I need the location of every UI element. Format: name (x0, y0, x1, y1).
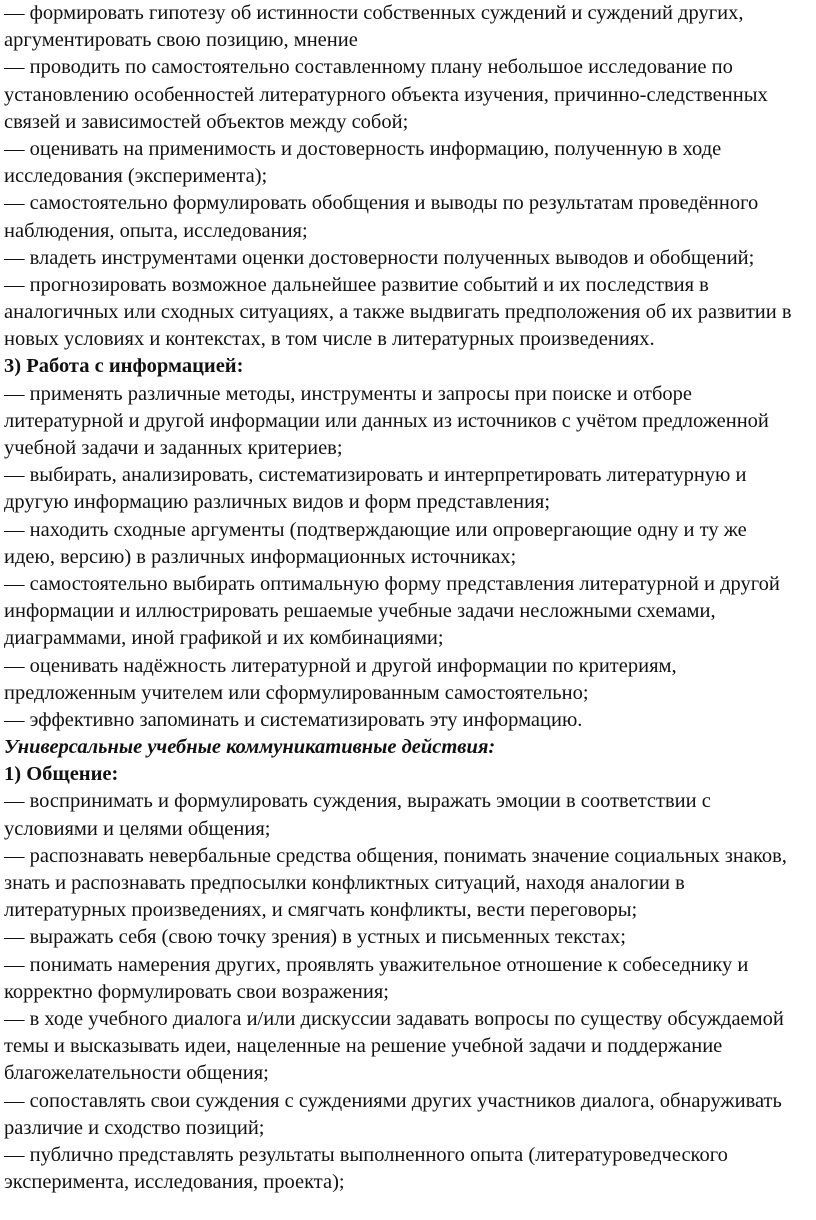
list-item (4, 381, 816, 463)
list-item (4, 788, 816, 842)
list-item (4, 136, 816, 190)
list-item (4, 245, 816, 272)
section-heading (4, 353, 816, 380)
list-item (4, 1088, 816, 1142)
text-line: — эффективно запоминать и систематизировать эту информацию. (4, 708, 583, 731)
list-item (4, 843, 816, 925)
text-line: темы и высказывать идеи, нацеленные на решение учебной задачи и поддержание (4, 1035, 723, 1058)
text-line: учебной задачи и заданных критериев; (4, 437, 343, 459)
text-line: — в ходе учебного диалога и/или дискуссии задавать вопросы по существу обсуждаемой (4, 1007, 784, 1030)
list-item (4, 707, 816, 734)
text-line: предложенным учителем или сформулированным самостоятельно; (4, 681, 589, 704)
text-line: — применять различные методы, инструменты и запросы при поиске и отборе (4, 382, 692, 405)
list-item (4, 190, 816, 244)
text-line: — сопоставлять свои суждения с суждениями других участников диалога, обнаруживать (4, 1089, 782, 1112)
text-line: диаграммами, иной графикой и их комбинациями; (4, 627, 444, 650)
list-item (4, 272, 816, 354)
text-line: — понимать намерения других, проявлять уважительное отношение к собеседнику и (4, 953, 749, 976)
text-line: исследования (эксперимента); (4, 165, 268, 188)
text-line: — распознавать невербальные средства общения, понимать значение социальных знаков, (4, 844, 787, 867)
list-item (4, 462, 816, 516)
text-line: различие и сходство позиций; (4, 1116, 265, 1139)
text-line: — воспринимать и формулировать суждения, выражать эмоции в соответствии с (4, 790, 711, 813)
text-line: — публично представлять результаты выполненного опыта (литературоведческого (4, 1143, 728, 1166)
list-item (4, 517, 816, 571)
text-line: идею, версию) в различных информационных источниках; (4, 545, 517, 568)
text-line: литературной и другой информации или данных из источников с учётом предложенной (4, 409, 769, 432)
text-line: условиями и целями общения; (4, 817, 271, 840)
text-line: — находить сходные аргументы (подтверждающие или опровергающие одну и ту же (4, 518, 747, 541)
text-line: — выражать себя (свою точку зрения) в устных и письменных текстах; (4, 926, 626, 949)
text-line: эксперимента, исследования, проекта); (4, 1171, 345, 1194)
text-line: 1) Общение: (4, 763, 119, 786)
text-line: — формировать гипотезу об истинности собственных суждений и суждений других, (4, 2, 744, 24)
text-line: — самостоятельно выбирать оптимальную форму представления литературной и другой (4, 572, 780, 595)
text-line: информации и иллюстрировать решаемые учебные задачи несложными схемами, (4, 600, 716, 623)
list-item (4, 924, 816, 951)
text-line: — владеть инструментами оценки достоверности полученных выводов и обобщений; (4, 246, 755, 269)
text-line: другую информацию различных видов и форм представления; (4, 491, 551, 514)
text-line: — проводить по самостоятельно составленному плану небольшое исследование по (4, 56, 733, 79)
text-line: благожелательности общения; (4, 1062, 269, 1085)
text-line: — оценивать на применимость и достоверность информацию, полученную в ходе (4, 137, 722, 160)
list-item (4, 54, 816, 136)
text-line: аргументировать свою позицию, мнение (4, 29, 358, 52)
list-item (4, 0, 816, 54)
list-item (4, 653, 816, 707)
text-line: знать и распознавать предпосылки конфликтных ситуаций, находя аналогии в (4, 872, 685, 894)
text-line: — оценивать надёжность литературной и другой информации по критериям, (4, 654, 677, 677)
text-line: — выбирать, анализировать, систематизировать и интерпретировать литературную и (4, 464, 747, 487)
text-line: Универсальные учебные коммуникативные действия: (4, 736, 496, 759)
text-line: 3) Работа с информацией: (4, 355, 244, 378)
text-line: литературных произведениях, и смягчать конфликты, вести переговоры; (4, 899, 638, 922)
list-item (4, 1006, 816, 1088)
text-line: — самостоятельно формулировать обобщения и выводы по результатам проведённого (4, 192, 759, 215)
list-item (4, 1142, 816, 1196)
list-item (4, 952, 816, 1006)
text-line: корректно формулировать свои возражения; (4, 980, 389, 1003)
text-line: — прогнозировать возможное дальнейшее развитие событий и их последствия в (4, 273, 709, 296)
section-heading (4, 761, 816, 788)
text-line: наблюдения, опыта, исследования; (4, 219, 308, 242)
text-line: связей и зависимостей объектов между собой; (4, 110, 409, 133)
list-item (4, 571, 816, 653)
text-line: новых условиях и контекстах, в том числе в литературных произведениях. (4, 328, 655, 351)
section-title (4, 734, 816, 761)
text-line: установлению особенностей литературного объекта изучения, причинно-следственных (4, 83, 768, 106)
text-line: аналогичных или сходных ситуациях, а также выдвигать предположения об их развитии в (4, 301, 792, 324)
